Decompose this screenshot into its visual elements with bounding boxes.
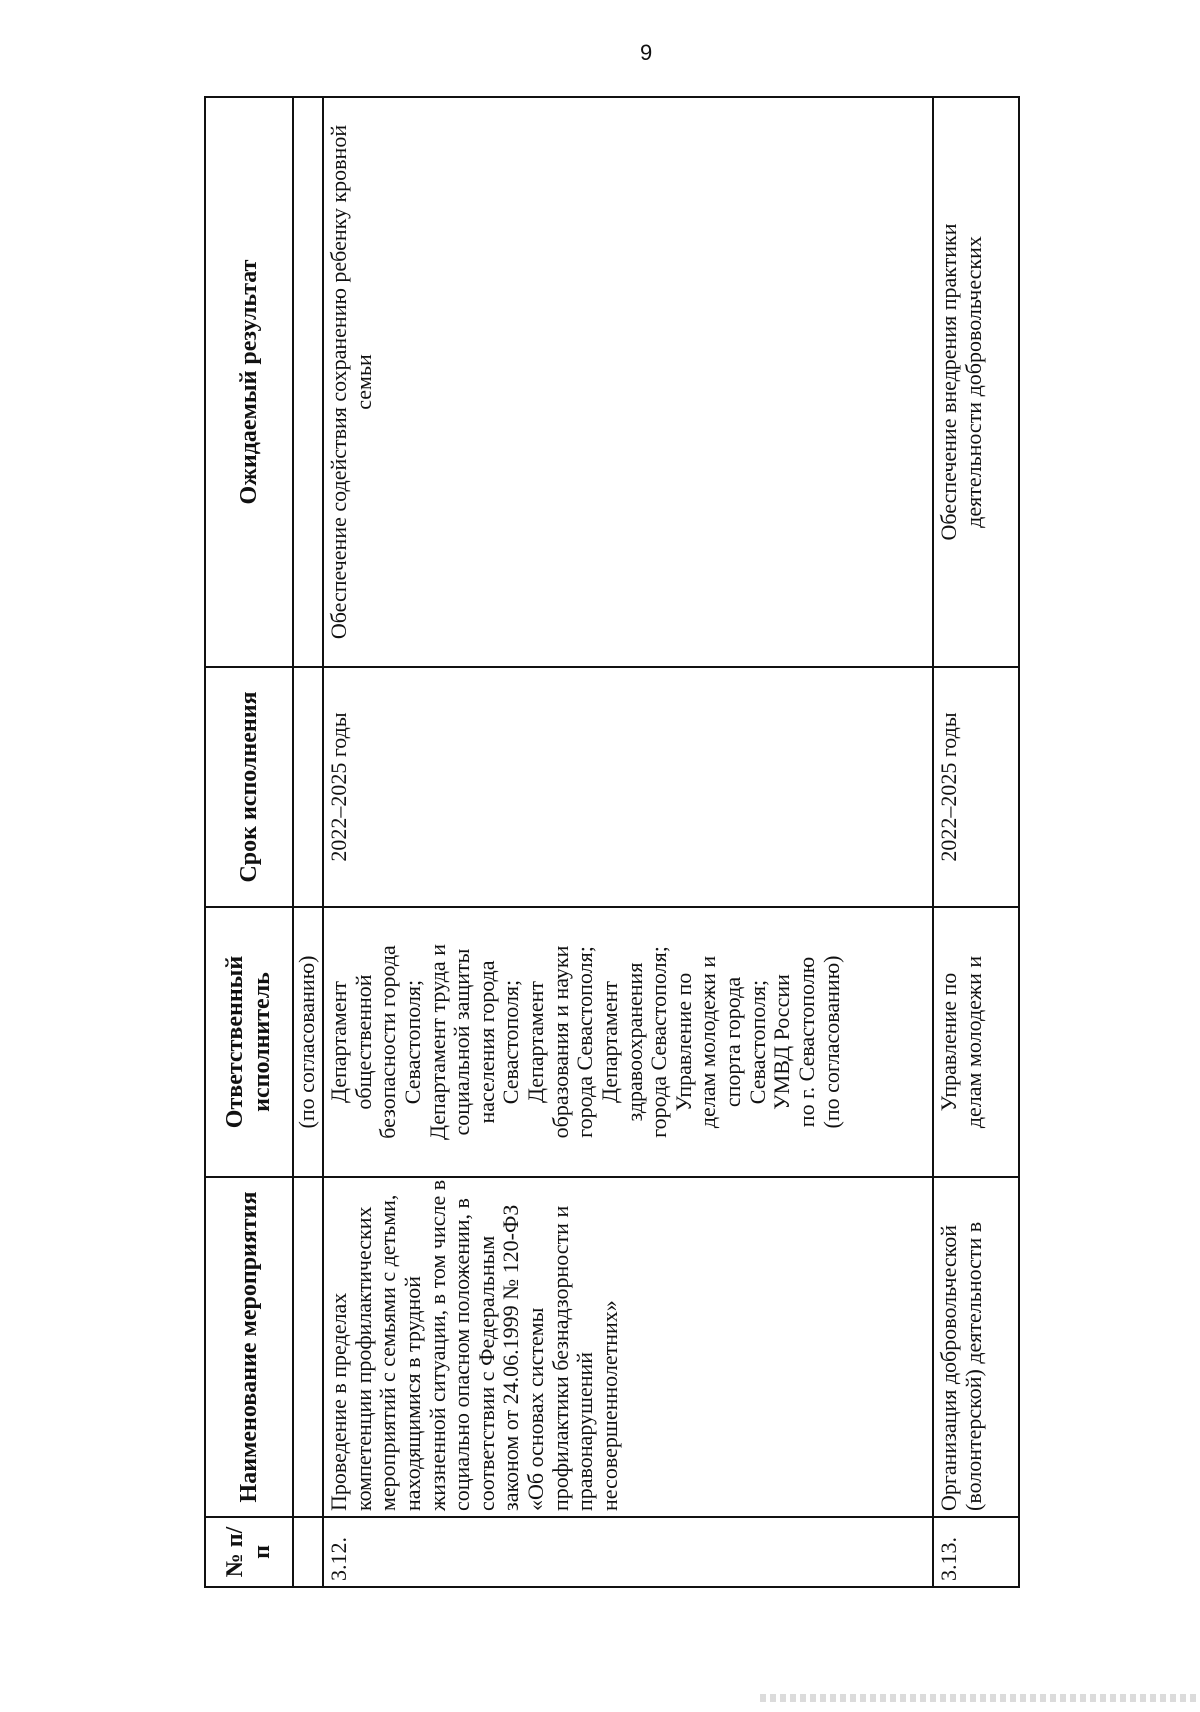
executor-line: населения города (473, 960, 499, 1124)
executor-cell (933, 907, 1019, 1177)
cont-executor: (по согласованию) (293, 907, 323, 1177)
measure-name-line: законом от 24.06.1999 № 120-ФЗ (498, 1204, 524, 1511)
executor-line: Департамент (596, 981, 622, 1104)
executor-line: Департамент (326, 981, 351, 1104)
executor-line: Севастополя; (399, 979, 425, 1105)
measure-name-line: (волонтерской) деятельности в (960, 1221, 986, 1511)
measure-name (933, 1177, 1019, 1517)
executor-line: УМВД России (769, 974, 795, 1110)
header-num: № п/п (205, 1517, 293, 1587)
page-number: 9 (640, 40, 653, 65)
table-row (323, 97, 933, 1587)
executor-line: по г. Севастополю (793, 956, 819, 1128)
header-deadline: Срок исполнения (205, 667, 293, 907)
executor-line: общественной (350, 974, 376, 1110)
deadline-cell: 2022–2025 годы (323, 667, 933, 907)
scan-noise (760, 1694, 1200, 1702)
table-row (933, 97, 1019, 1587)
measure-name-line: профилактики безнадзорности и (547, 1205, 573, 1511)
executor-line: Севастополя; (744, 979, 770, 1105)
measure-name-line: жизненной ситуации, в том числе в (424, 1179, 450, 1511)
header-result: Ожидаемый результат (205, 97, 293, 667)
executor-line: Управление по (670, 972, 696, 1112)
executor-line: здравоохранения (621, 962, 647, 1122)
measure-name-line: правонарушений (572, 1351, 598, 1511)
measure-name-line: социально опасном положении, в (449, 1198, 475, 1511)
header-name: Наименование мероприятия (205, 1177, 293, 1517)
executor-line: спорта города (720, 976, 745, 1108)
executor-line: Департамент (523, 981, 548, 1104)
executor-line: города Севастополя; (572, 946, 598, 1138)
executor-line: делам молодежи и (695, 955, 721, 1129)
cont-result (293, 97, 323, 667)
deadline-cell: 2022–2025 годы (933, 667, 1019, 907)
cont-deadline (293, 667, 323, 907)
executor-line: города Севастополя; (646, 946, 672, 1138)
measure-name-line: соответствии с Федеральным (473, 1235, 499, 1511)
result-cell: Обеспечение содействия сохранению ребенку кровной семьи (323, 97, 933, 667)
row-number: 3.13. (933, 1517, 1019, 1587)
result-line: деятельности добровольческих (960, 236, 986, 528)
measure-name-line: Организация добровольческой (936, 1225, 961, 1511)
measure-name (323, 1177, 933, 1517)
rotated-table-container (204, 98, 1070, 1588)
executor-line: Севастополя; (498, 979, 524, 1105)
executor-cell (323, 907, 933, 1177)
executor-line: Департамент труда и (424, 944, 450, 1140)
measure-name-line: находящимися в трудной (399, 1275, 425, 1511)
executor-line: социальной защиты (449, 948, 475, 1136)
result-line: Обеспечение внедрения практики (936, 223, 961, 541)
executor-line: делам молодежи и (960, 955, 986, 1129)
cont-num (293, 1517, 323, 1587)
measure-name-line: несовершеннолетних» (596, 1300, 622, 1511)
measure-name-line: «Об основах системы (523, 1307, 548, 1511)
header-executor: Ответственный исполнитель (205, 907, 293, 1177)
measure-name-line: мероприятий с семьями с детьми, (375, 1194, 401, 1511)
measures-table (204, 96, 1020, 1588)
header-row (205, 97, 293, 1587)
measure-name-line: Проведение в пределах (326, 1292, 351, 1511)
result-cell (933, 97, 1019, 667)
executor-line: (по согласованию) (818, 955, 844, 1129)
cont-name (293, 1177, 323, 1517)
executor-line: образования и науки (547, 945, 573, 1139)
row-number: 3.12. (323, 1517, 933, 1587)
continuation-row (293, 97, 323, 1587)
executor-line: Управление по (936, 972, 961, 1112)
measure-name-line: компетенции профилактических (350, 1206, 376, 1511)
executor-line: безопасности города (375, 945, 401, 1139)
